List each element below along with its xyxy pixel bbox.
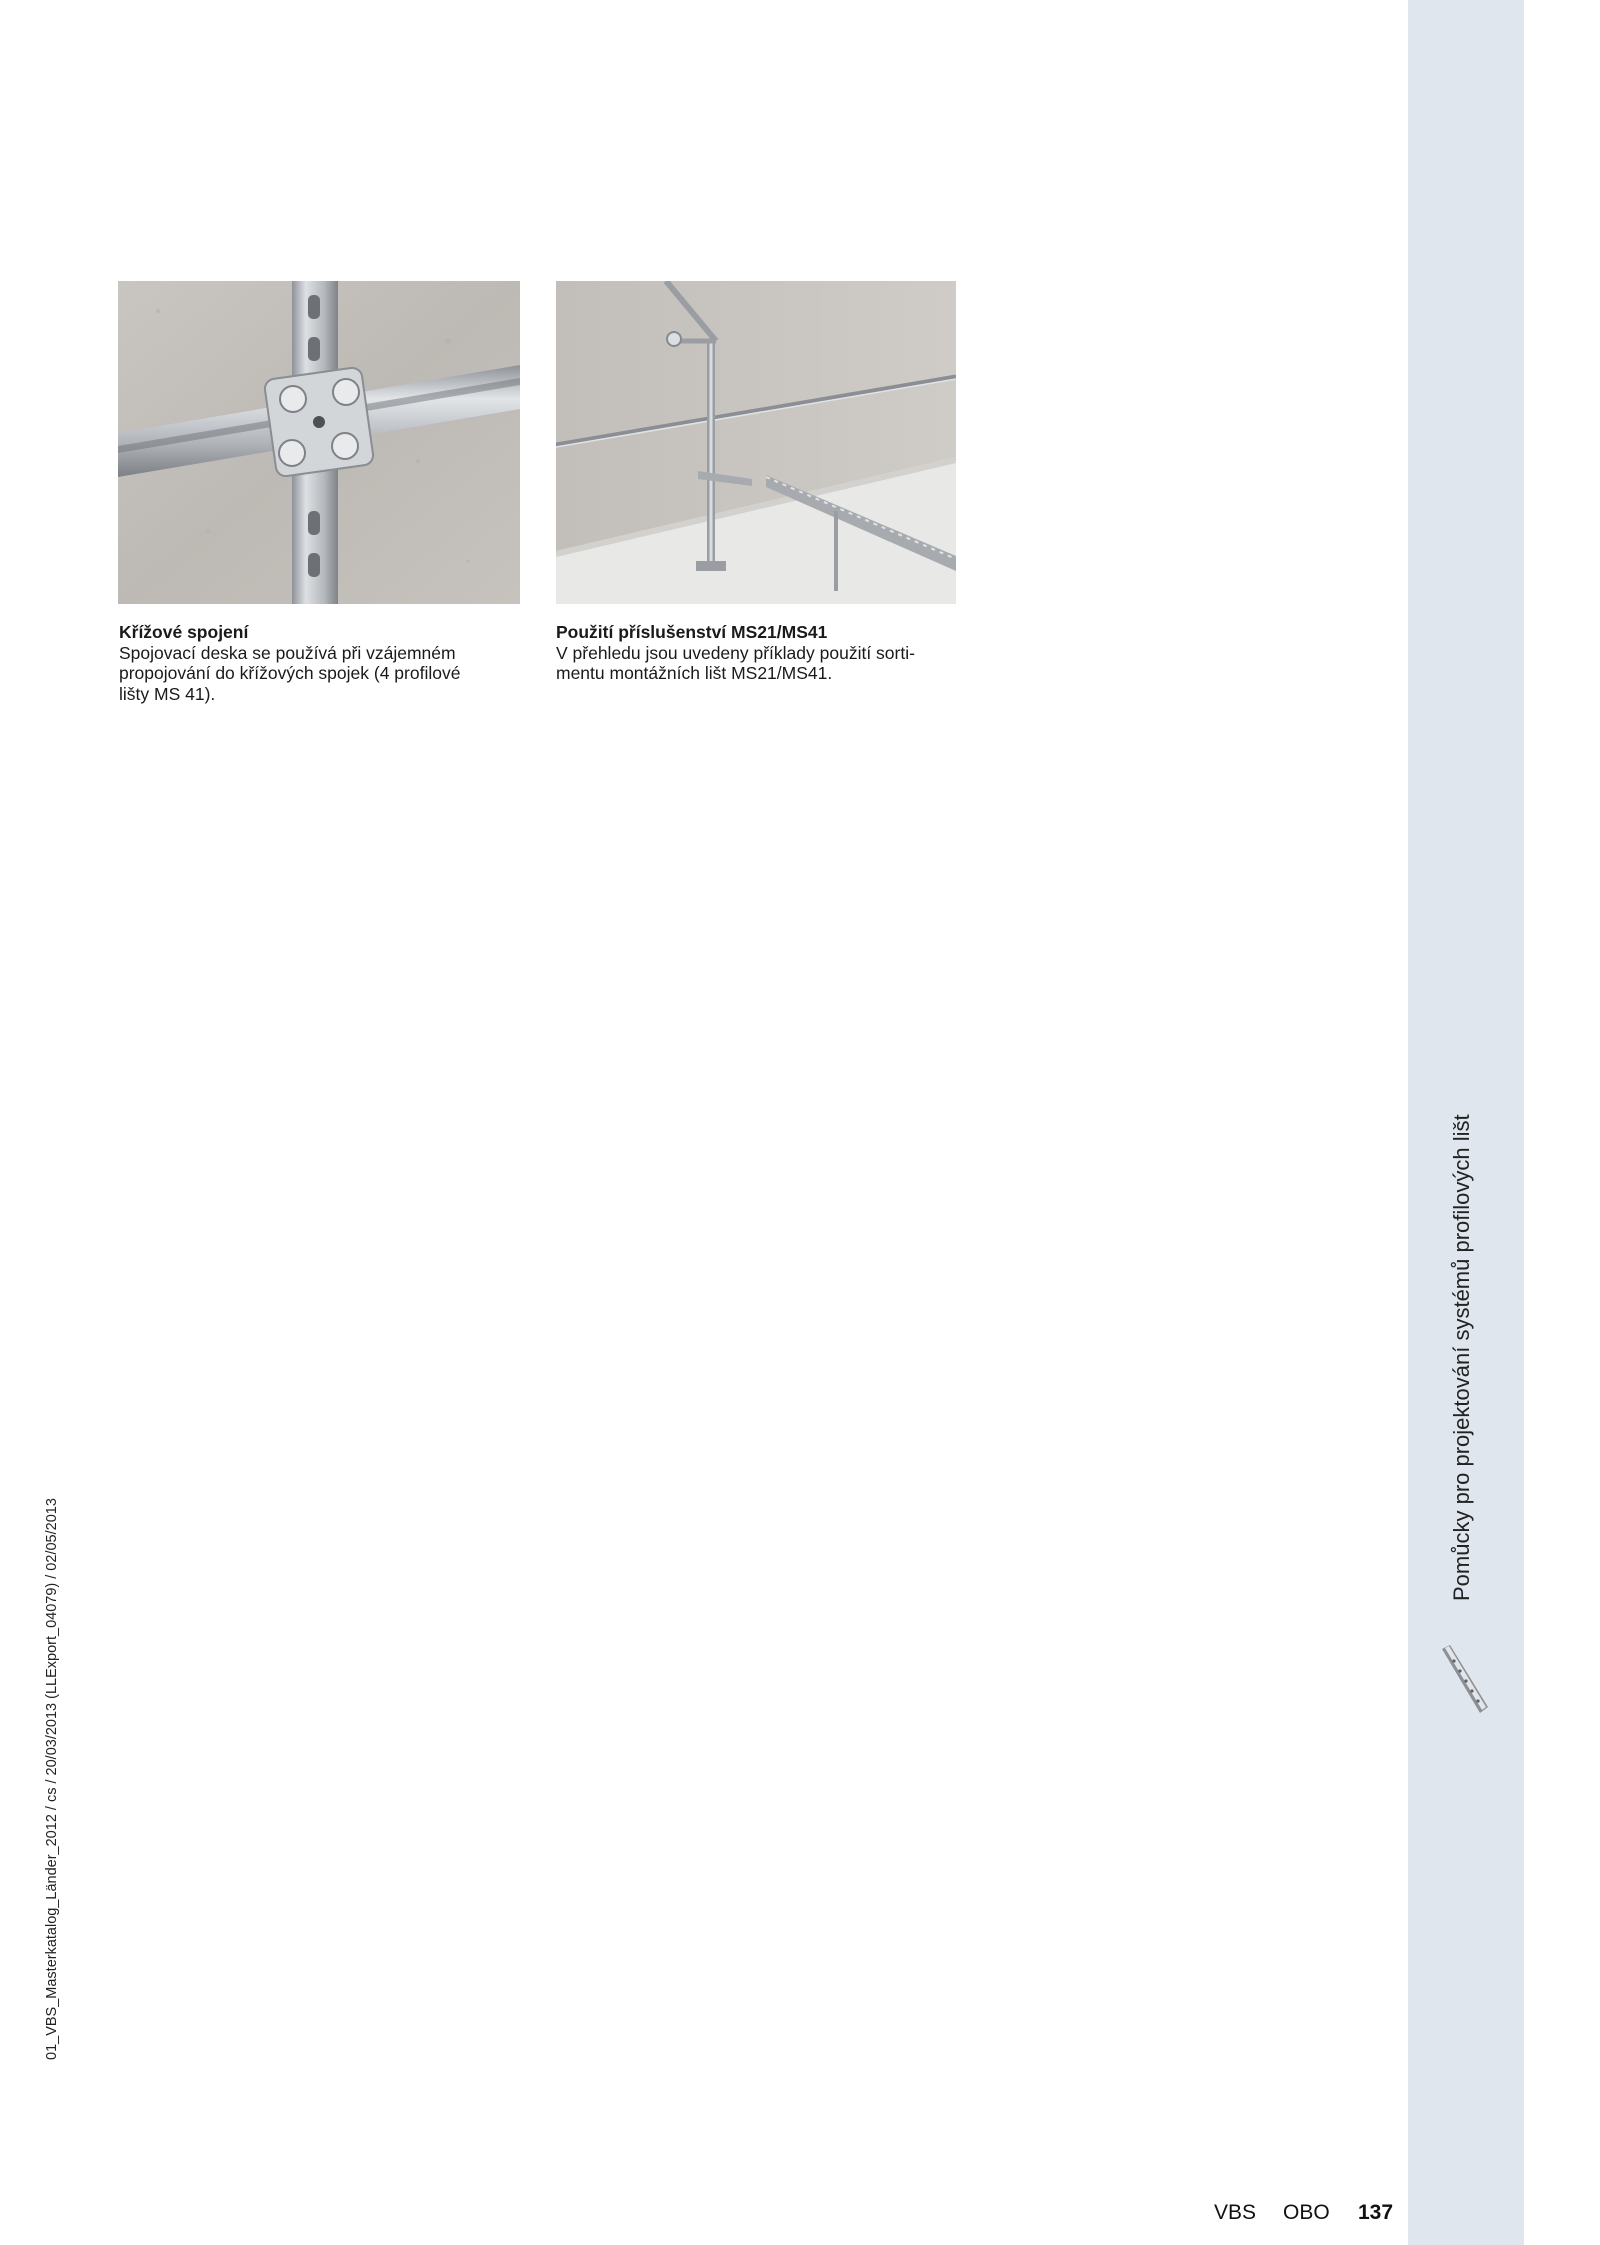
document-meta-note: 01_VBS_Masterkatalog_Länder_2012 / cs / 20/03/2013 (LLExport_04079) / 02/05/2013 <box>44 1498 60 2060</box>
footer-brand: OBO <box>1283 2201 1330 2224</box>
section-sidebar-title: Pomůcky pro projektování systémů profilových lišt <box>1449 1114 1474 1601</box>
figure-title: Křížové spojení <box>119 622 249 642</box>
caption-line: V přehledu jsou uvedeny příklady použití sorti- <box>556 642 915 663</box>
mounting-rail-icon <box>1436 1643 1492 1717</box>
figure-caption-cross-connection <box>119 622 521 704</box>
footer-section: VBS <box>1214 2201 1257 2224</box>
cross-connection-photo <box>118 281 520 604</box>
figure-caption-accessories <box>556 622 958 684</box>
figure-title: Použití příslušenství MS21/MS41 <box>556 622 828 642</box>
page-number: 137 <box>1358 2201 1394 2224</box>
ms21-ms41-application-photo <box>556 281 956 604</box>
caption-line: propojování do křížových spojek (4 profilové <box>119 663 461 683</box>
caption-line: Spojovací deska se používá při vzájemném <box>119 642 456 663</box>
caption-line: mentu montážních lišt MS21/MS41. <box>556 663 833 683</box>
caption-line: lišty MS 41). <box>119 683 216 704</box>
